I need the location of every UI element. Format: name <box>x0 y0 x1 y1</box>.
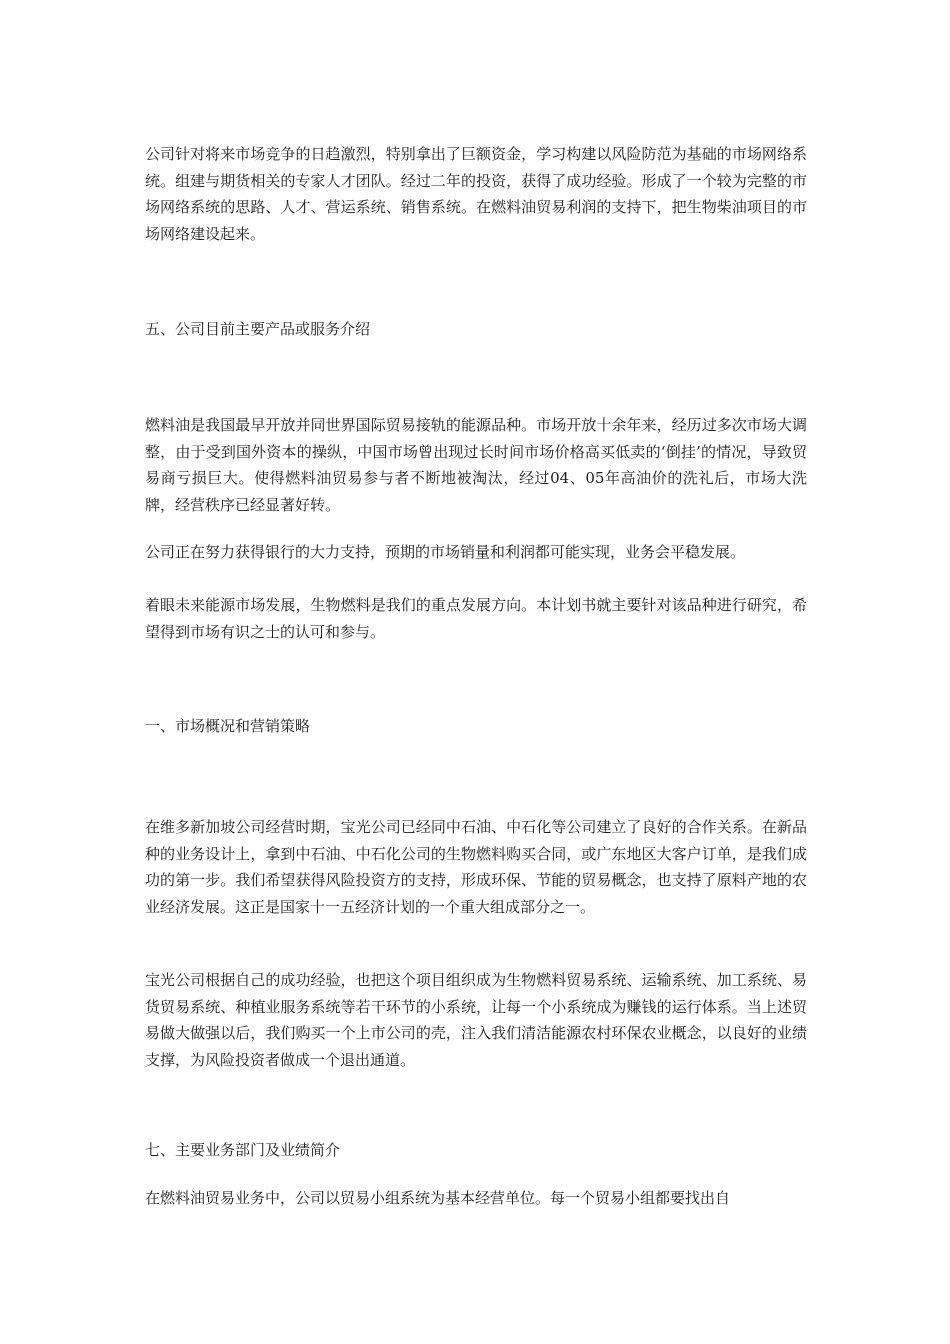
section-heading-business-departments: 七、主要业务部门及业绩简介 <box>145 1141 341 1159</box>
paragraph-trading-groups: 在燃料油贸易业务中，公司以贸易小组系统为基本经营单位。每一个贸易小组都要找出自 <box>145 1189 731 1207</box>
paragraph-biofuel-direction: 着眼未来能源市场发展，生物燃料是我们的重点发展方向。本计划书就主要针对该品种进行研究，希望得到市场有识之士的认可和参与。 <box>145 596 807 641</box>
paragraph-market-network: 公司针对将来市场竞争的日趋激烈，特别拿出了巨额资金，学习构建以风险防范为基础的市场网络系统。组建与期货相关的专家人才团队。经过二年的投资，获得了成功经验。形成了一个较为完整的市场网络系统的思路、人才、营运系统、销售系统。在燃料油贸易利润的支持下，把生物柴油项目的市场网络建设起来。 <box>145 145 807 243</box>
paragraph-fuel-oil-intro: 燃料油是我国最早开放并同世界国际贸易接轨的能源品种。市场开放十余年来，经历过多次市场大调整，由于受到国外资本的操纵，中国市场曾出现过长时间市场价格高买低卖的‘倒挂’的情况，导致贸易商亏损巨大。使得燃料油贸易参与者不断地被淘汰，经过04、05年高油价的洗礼后，市场大洗牌，经营秩序已经显著好转。 <box>145 416 807 514</box>
paragraph-partnerships: 在维多新加坡公司经营时期，宝光公司已经同中石油、中石化等公司建立了良好的合作关系。在新品种的业务设计上，拿到中石油、中石化公司的生物燃料购买合同，或广东地区大客户订单，是我们成功的第一步。我们希望获得风险投资方的支持，形成环保、节能的贸易概念，也支持了原料产地的农业经济发展。这正是国家十一五经济计划的一个重大组成部分之一。 <box>145 818 807 916</box>
section-heading-market-overview: 一、市场概况和营销策略 <box>145 717 311 735</box>
paragraph-subsystems: 宝光公司根据自己的成功经验，也把这个项目组织成为生物燃料贸易系统、运输系统、加工系统、易货贸易系统、种植业服务系统等若干环节的小系统，让每一个小系统成为赚钱的运行体系。当上述贸易做大做强以后，我们购买一个上市公司的壳，注入我们清洁能源农村环保农业概念，以良好的业绩支撑，为风险投资者做成一个退出通道。 <box>145 971 807 1069</box>
section-heading-products: 五、公司目前主要产品或服务介绍 <box>145 320 371 338</box>
paragraph-bank-support: 公司正在努力获得银行的大力支持，预期的市场销量和利润都可能实现，业务会平稳发展。 <box>145 543 746 561</box>
